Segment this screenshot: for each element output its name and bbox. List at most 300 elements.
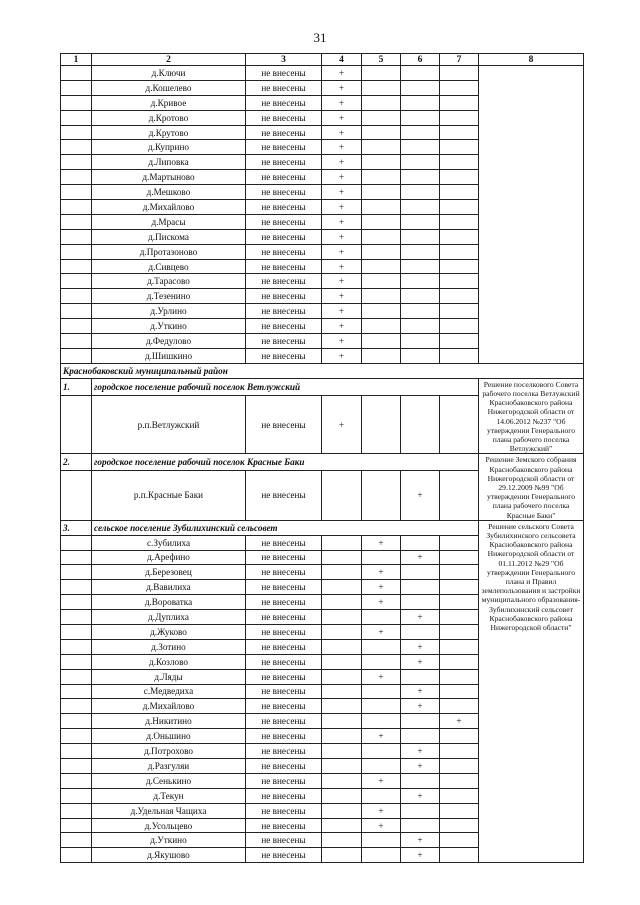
- district-title: Краснобаковский муниципальный район: [61, 363, 584, 378]
- mark-col6: [401, 580, 440, 595]
- settlement-header-row: [61, 378, 584, 396]
- status-cell: не внесены: [246, 396, 322, 454]
- header-row: [61, 54, 584, 66]
- status-cell: не внесены: [246, 833, 322, 848]
- settlement-name: д.Текун: [92, 788, 246, 803]
- mark-col6: +: [401, 639, 440, 654]
- mark-col6: +: [401, 654, 440, 669]
- num-cell: [61, 334, 92, 349]
- mark-col7: [440, 833, 479, 848]
- mark-col5: [362, 259, 401, 274]
- settlement-name: д.Ляды: [92, 669, 246, 684]
- settlement-name: д.Вороватка: [92, 595, 246, 610]
- num-cell: [61, 639, 92, 654]
- mark-col4: [322, 773, 362, 788]
- mark-col6: [401, 304, 440, 319]
- mark-col5: +: [362, 624, 401, 639]
- num-cell: [61, 470, 92, 520]
- settlement-name: д.Липовка: [92, 155, 246, 170]
- mark-col5: [362, 274, 401, 289]
- mark-col6: [401, 259, 440, 274]
- num-cell: [61, 200, 92, 215]
- mark-col4: +: [322, 95, 362, 110]
- mark-col5: [362, 214, 401, 229]
- mark-col4: +: [322, 185, 362, 200]
- num-cell: [61, 550, 92, 565]
- mark-col6: [401, 214, 440, 229]
- mark-col4: +: [322, 214, 362, 229]
- mark-col6: [401, 714, 440, 729]
- settlement-name: д.Урлино: [92, 304, 246, 319]
- status-cell: не внесены: [246, 818, 322, 833]
- settlement-name: д.Арефино: [92, 550, 246, 565]
- status-cell: не внесены: [246, 669, 322, 684]
- column-header-7: 7: [440, 54, 479, 66]
- status-cell: не внесены: [246, 66, 322, 81]
- mark-col7: [440, 334, 479, 349]
- mark-col7: [440, 80, 479, 95]
- status-cell: не внесены: [246, 654, 322, 669]
- status-cell: не внесены: [246, 80, 322, 95]
- mark-col7: [440, 669, 479, 684]
- mark-col4: +: [322, 229, 362, 244]
- mark-col4: [322, 595, 362, 610]
- mark-col4: +: [322, 66, 362, 81]
- mark-col4: [322, 624, 362, 639]
- mark-col5: [362, 185, 401, 200]
- column-header-2: 2: [92, 54, 246, 66]
- mark-col4: +: [322, 334, 362, 349]
- settlement-name: д.Кривое: [92, 95, 246, 110]
- mark-col6: [401, 200, 440, 215]
- mark-col7: [440, 639, 479, 654]
- mark-col7: [440, 289, 479, 304]
- mark-col4: [322, 848, 362, 863]
- decision-cell: Решение сельского Совета Зубилихинского сельсовета Краснобаковского района Нижегородской области от 01.11.2012 №29 "Об утверждении Генерального плана и Правил землепользования и застройки муниципального образования-Зубилихинский сельсовет Краснобаковского района Нижегородской области": [479, 520, 584, 862]
- status-cell: не внесены: [246, 244, 322, 259]
- num-cell: [61, 95, 92, 110]
- status-cell: не внесены: [246, 229, 322, 244]
- status-cell: не внесены: [246, 319, 322, 334]
- mark-col7: [440, 684, 479, 699]
- mark-col5: +: [362, 580, 401, 595]
- mark-col4: [322, 729, 362, 744]
- settlement-name: д.Якушово: [92, 848, 246, 863]
- mark-col5: [362, 319, 401, 334]
- page-number: 31: [313, 30, 327, 45]
- mark-col6: +: [401, 610, 440, 625]
- mark-col5: [362, 759, 401, 774]
- status-cell: не внесены: [246, 110, 322, 125]
- num-cell: [61, 244, 92, 259]
- settlement-name: д.Разгуляи: [92, 759, 246, 774]
- mark-col5: [362, 396, 401, 454]
- mark-col6: +: [401, 744, 440, 759]
- mark-col5: [362, 244, 401, 259]
- status-cell: не внесены: [246, 170, 322, 185]
- mark-col7: [440, 759, 479, 774]
- mark-col7: [440, 396, 479, 454]
- mark-col5: [362, 229, 401, 244]
- mark-col5: [362, 348, 401, 363]
- mark-col5: [362, 833, 401, 848]
- mark-col7: [440, 259, 479, 274]
- settlement-name: д.Мрасы: [92, 214, 246, 229]
- mark-col7: [440, 848, 479, 863]
- mark-col6: [401, 669, 440, 684]
- num-cell: [61, 744, 92, 759]
- mark-col7: [440, 565, 479, 580]
- status-cell: не внесены: [246, 639, 322, 654]
- mark-col5: +: [362, 803, 401, 818]
- mark-col4: +: [322, 244, 362, 259]
- mark-col7: [440, 66, 479, 81]
- mark-col4: [322, 610, 362, 625]
- mark-col7: [440, 214, 479, 229]
- settlement-name: д.Федулово: [92, 334, 246, 349]
- settlement-name: д.Усольцево: [92, 818, 246, 833]
- num-cell: [61, 535, 92, 550]
- num-cell: [61, 580, 92, 595]
- settlement-title: сельское поселение Зубилихинский сельсовет: [92, 520, 479, 535]
- mark-col5: [362, 788, 401, 803]
- mark-col6: [401, 80, 440, 95]
- mark-col7: [440, 200, 479, 215]
- settlement-name: д.Зотино: [92, 639, 246, 654]
- mark-col4: +: [322, 348, 362, 363]
- mark-col7: [440, 818, 479, 833]
- settlement-name: д.Удельная Чащиха: [92, 803, 246, 818]
- status-cell: не внесены: [246, 580, 322, 595]
- settlement-title: городское поселение рабочий поселок Красные Баки: [92, 454, 479, 471]
- mark-col5: [362, 744, 401, 759]
- mark-col4: +: [322, 259, 362, 274]
- column-header-1: 1: [61, 54, 92, 66]
- mark-col5: +: [362, 565, 401, 580]
- mark-col7: [440, 229, 479, 244]
- status-cell: не внесены: [246, 155, 322, 170]
- status-cell: не внесены: [246, 744, 322, 759]
- status-cell: не внесены: [246, 565, 322, 580]
- decision-cell: Решение поселкового Совета рабочего поселка Ветлужский Краснобаковского района Нижегородской области от 14.06.2012 №237 "Об утверждении Генерального плана рабочего поселка Ветлужский": [479, 378, 584, 454]
- settlement-name: д.Кошелево: [92, 80, 246, 95]
- num-cell: [61, 396, 92, 454]
- status-cell: не внесены: [246, 699, 322, 714]
- mark-col6: [401, 110, 440, 125]
- mark-col7: [440, 773, 479, 788]
- mark-col7: [440, 170, 479, 185]
- mark-col4: +: [322, 304, 362, 319]
- settlement-name: р.п.Красные Баки: [92, 470, 246, 520]
- mark-col7: [440, 550, 479, 565]
- settlement-name: д.Тарасово: [92, 274, 246, 289]
- num-cell: [61, 348, 92, 363]
- status-cell: не внесены: [246, 773, 322, 788]
- settlement-name: д.Протазоново: [92, 244, 246, 259]
- settlement-name: д.Никитино: [92, 714, 246, 729]
- num-cell: [61, 684, 92, 699]
- mark-col6: +: [401, 699, 440, 714]
- mark-col6: [401, 66, 440, 81]
- mark-col5: [362, 304, 401, 319]
- mark-col4: [322, 639, 362, 654]
- mark-col6: [401, 803, 440, 818]
- num-cell: [61, 803, 92, 818]
- mark-col7: [440, 729, 479, 744]
- mark-col7: [440, 803, 479, 818]
- settlement-title: городское поселение рабочий поселок Ветлужский: [92, 378, 479, 396]
- num-cell: [61, 66, 92, 81]
- settlement-header-row: [61, 520, 584, 535]
- mark-col5: [362, 610, 401, 625]
- settlement-name: д.Жуково: [92, 624, 246, 639]
- mark-col4: +: [322, 289, 362, 304]
- num-cell: [61, 125, 92, 140]
- status-cell: не внесены: [246, 140, 322, 155]
- num-cell: [61, 788, 92, 803]
- decision-cell: [479, 66, 584, 364]
- mark-col5: [362, 848, 401, 863]
- settlement-name: д.Вавилиха: [92, 580, 246, 595]
- mark-col4: [322, 535, 362, 550]
- mark-col5: [362, 654, 401, 669]
- num-cell: [61, 610, 92, 625]
- num-cell: [61, 759, 92, 774]
- mark-col6: [401, 818, 440, 833]
- mark-col6: [401, 773, 440, 788]
- mark-col4: +: [322, 140, 362, 155]
- num-cell: [61, 848, 92, 863]
- num-cell: [61, 654, 92, 669]
- num-cell: [61, 155, 92, 170]
- status-cell: не внесены: [246, 95, 322, 110]
- mark-col7: [440, 348, 479, 363]
- mark-col7: [440, 580, 479, 595]
- settlement-name: д.Сивцево: [92, 259, 246, 274]
- mark-col6: +: [401, 684, 440, 699]
- mark-col5: +: [362, 595, 401, 610]
- district-row: [61, 363, 584, 378]
- status-cell: не внесены: [246, 759, 322, 774]
- mark-col4: [322, 669, 362, 684]
- mark-col5: [362, 699, 401, 714]
- mark-col6: [401, 274, 440, 289]
- mark-col7: [440, 595, 479, 610]
- settlement-number: 3.: [61, 520, 92, 535]
- num-cell: [61, 140, 92, 155]
- mark-col7: [440, 744, 479, 759]
- mark-col4: [322, 744, 362, 759]
- mark-col4: [322, 580, 362, 595]
- num-cell: [61, 699, 92, 714]
- mark-col7: [440, 304, 479, 319]
- column-header-4: 4: [322, 54, 362, 66]
- status-cell: не внесены: [246, 595, 322, 610]
- mark-col5: [362, 125, 401, 140]
- settlement-name: д.Ключи: [92, 66, 246, 81]
- status-cell: не внесены: [246, 125, 322, 140]
- mark-col7: [440, 788, 479, 803]
- settlement-name: д.Дуплиха: [92, 610, 246, 625]
- settlement-number: 2.: [61, 454, 92, 471]
- status-cell: не внесены: [246, 714, 322, 729]
- mark-col5: [362, 639, 401, 654]
- mark-col4: [322, 654, 362, 669]
- mark-col5: [362, 334, 401, 349]
- settlement-name: д.Оньшино: [92, 729, 246, 744]
- mark-col6: [401, 565, 440, 580]
- mark-col4: [322, 818, 362, 833]
- registry-table: [60, 53, 584, 863]
- mark-col5: [362, 470, 401, 520]
- mark-col7: [440, 319, 479, 334]
- settlement-name: д.Кротово: [92, 110, 246, 125]
- mark-col4: [322, 833, 362, 848]
- mark-col4: [322, 550, 362, 565]
- mark-col6: [401, 334, 440, 349]
- mark-col7: [440, 110, 479, 125]
- mark-col4: [322, 759, 362, 774]
- mark-col5: [362, 200, 401, 215]
- mark-col5: +: [362, 535, 401, 550]
- status-cell: не внесены: [246, 214, 322, 229]
- status-cell: не внесены: [246, 274, 322, 289]
- mark-col5: +: [362, 729, 401, 744]
- mark-col5: [362, 550, 401, 565]
- mark-col4: +: [322, 80, 362, 95]
- mark-col5: [362, 110, 401, 125]
- num-cell: [61, 214, 92, 229]
- mark-col5: [362, 155, 401, 170]
- mark-col7: [440, 185, 479, 200]
- mark-col5: [362, 684, 401, 699]
- settlement-name: д.Куприно: [92, 140, 246, 155]
- status-cell: не внесены: [246, 610, 322, 625]
- num-cell: [61, 833, 92, 848]
- table-row: [61, 66, 584, 81]
- column-header-8: 8: [479, 54, 584, 66]
- num-cell: [61, 773, 92, 788]
- mark-col6: [401, 140, 440, 155]
- mark-col6: [401, 95, 440, 110]
- mark-col6: [401, 396, 440, 454]
- settlement-number: 1.: [61, 378, 92, 396]
- column-header-6: 6: [401, 54, 440, 66]
- mark-col7: [440, 624, 479, 639]
- num-cell: [61, 729, 92, 744]
- status-cell: не внесены: [246, 348, 322, 363]
- num-cell: [61, 624, 92, 639]
- status-cell: не внесены: [246, 185, 322, 200]
- status-cell: не внесены: [246, 535, 322, 550]
- mark-col7: [440, 470, 479, 520]
- mark-col4: [322, 714, 362, 729]
- settlement-name: д.Потрохово: [92, 744, 246, 759]
- mark-col4: +: [322, 319, 362, 334]
- num-cell: [61, 565, 92, 580]
- mark-col7: [440, 610, 479, 625]
- mark-col7: [440, 244, 479, 259]
- mark-col6: +: [401, 848, 440, 863]
- mark-col5: [362, 95, 401, 110]
- mark-col4: +: [322, 170, 362, 185]
- num-cell: [61, 304, 92, 319]
- mark-col5: +: [362, 669, 401, 684]
- mark-col6: +: [401, 759, 440, 774]
- mark-col6: +: [401, 550, 440, 565]
- num-cell: [61, 714, 92, 729]
- mark-col4: +: [322, 155, 362, 170]
- settlement-name: д.Козлово: [92, 654, 246, 669]
- mark-col4: +: [322, 200, 362, 215]
- status-cell: не внесены: [246, 788, 322, 803]
- status-cell: не внесены: [246, 624, 322, 639]
- settlement-name: д.Сенькино: [92, 773, 246, 788]
- mark-col5: [362, 289, 401, 304]
- mark-col6: [401, 170, 440, 185]
- settlement-name: д.Пискома: [92, 229, 246, 244]
- mark-col5: [362, 66, 401, 81]
- settlement-name: д.Мартыново: [92, 170, 246, 185]
- settlement-name: д.Михайлово: [92, 699, 246, 714]
- mark-col7: [440, 95, 479, 110]
- mark-col4: +: [322, 396, 362, 454]
- settlement-name: д.Шишкино: [92, 348, 246, 363]
- mark-col5: [362, 714, 401, 729]
- mark-col6: +: [401, 788, 440, 803]
- mark-col4: +: [322, 274, 362, 289]
- settlement-header-row: [61, 454, 584, 471]
- mark-col6: [401, 348, 440, 363]
- status-cell: не внесены: [246, 803, 322, 818]
- mark-col6: [401, 595, 440, 610]
- num-cell: [61, 595, 92, 610]
- mark-col7: [440, 140, 479, 155]
- mark-col4: [322, 470, 362, 520]
- mark-col7: +: [440, 714, 479, 729]
- settlement-name: д.Березовец: [92, 565, 246, 580]
- settlement-name: д.Мешково: [92, 185, 246, 200]
- settlement-name: р.п.Ветлужский: [92, 396, 246, 454]
- status-cell: не внесены: [246, 334, 322, 349]
- num-cell: [61, 229, 92, 244]
- mark-col7: [440, 699, 479, 714]
- mark-col5: [362, 140, 401, 155]
- mark-col5: [362, 80, 401, 95]
- mark-col4: [322, 565, 362, 580]
- settlement-name: д.Уткино: [92, 833, 246, 848]
- num-cell: [61, 289, 92, 304]
- mark-col4: +: [322, 125, 362, 140]
- status-cell: не внесены: [246, 550, 322, 565]
- mark-col4: [322, 684, 362, 699]
- mark-col6: [401, 624, 440, 639]
- mark-col6: [401, 289, 440, 304]
- status-cell: не внесены: [246, 289, 322, 304]
- num-cell: [61, 274, 92, 289]
- num-cell: [61, 818, 92, 833]
- num-cell: [61, 110, 92, 125]
- num-cell: [61, 669, 92, 684]
- status-cell: не внесены: [246, 684, 322, 699]
- decision-cell: Решение Земского собрания Краснобаковского района Нижегородской области от 29.12.2009 №99 "Об утверждении Генерального плана рабочего поселка Красные Баки": [479, 454, 584, 520]
- mark-col6: +: [401, 833, 440, 848]
- num-cell: [61, 170, 92, 185]
- mark-col6: [401, 729, 440, 744]
- mark-col7: [440, 155, 479, 170]
- mark-col6: [401, 244, 440, 259]
- status-cell: не внесены: [246, 729, 322, 744]
